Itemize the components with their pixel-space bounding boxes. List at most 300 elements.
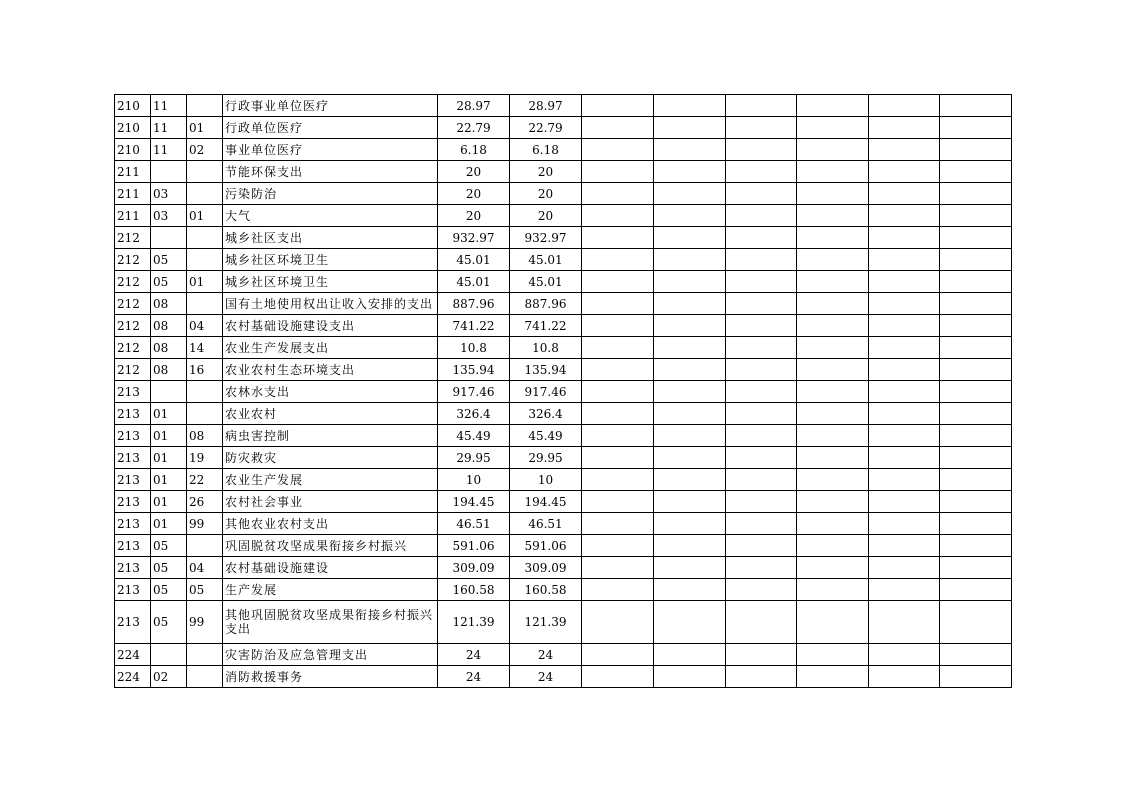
item-code-cell: 08 (151, 337, 187, 359)
subitem-code-cell: 14 (187, 337, 223, 359)
empty-cell (797, 205, 869, 227)
empty-cell (797, 513, 869, 535)
table-body (115, 95, 1012, 688)
subitem-code-cell (187, 535, 223, 557)
total-amount-cell: 24 (438, 666, 510, 688)
empty-cell (869, 469, 940, 491)
class-code-cell: 211 (115, 183, 151, 205)
empty-cell (654, 315, 726, 337)
subject-name-cell: 城乡社区环境卫生 (223, 249, 438, 271)
item-code-cell (151, 161, 187, 183)
empty-cell (582, 337, 654, 359)
subitem-code-cell (187, 644, 223, 666)
total-amount-cell: 6.18 (438, 139, 510, 161)
empty-cell (869, 183, 940, 205)
empty-cell (726, 381, 797, 403)
table-row (115, 139, 1012, 161)
subitem-code-cell (187, 249, 223, 271)
empty-cell (726, 535, 797, 557)
subject-name-cell: 农业生产发展 (223, 469, 438, 491)
total-amount-cell: 932.97 (438, 227, 510, 249)
class-code-cell: 210 (115, 139, 151, 161)
total-amount-cell: 326.4 (438, 403, 510, 425)
empty-cell (654, 139, 726, 161)
item-code-cell: 05 (151, 601, 187, 644)
total-amount-cell: 887.96 (438, 293, 510, 315)
empty-cell (726, 491, 797, 513)
total-amount-cell: 20 (438, 161, 510, 183)
empty-cell (869, 381, 940, 403)
subitem-code-cell: 05 (187, 579, 223, 601)
empty-cell (582, 161, 654, 183)
basic-amount-cell: 194.45 (510, 491, 582, 513)
empty-cell (797, 183, 869, 205)
empty-cell (654, 425, 726, 447)
total-amount-cell: 10 (438, 469, 510, 491)
class-code-cell: 213 (115, 381, 151, 403)
empty-cell (940, 425, 1012, 447)
empty-cell (797, 117, 869, 139)
total-amount-cell: 45.01 (438, 249, 510, 271)
empty-cell (582, 513, 654, 535)
table-row (115, 666, 1012, 688)
subject-name-cell: 消防救援事务 (223, 666, 438, 688)
empty-cell (797, 359, 869, 381)
empty-cell (654, 513, 726, 535)
empty-cell (582, 666, 654, 688)
class-code-cell: 213 (115, 579, 151, 601)
class-code-cell: 213 (115, 447, 151, 469)
basic-amount-cell: 309.09 (510, 557, 582, 579)
subitem-code-cell: 04 (187, 557, 223, 579)
empty-cell (726, 249, 797, 271)
total-amount-cell: 10.8 (438, 337, 510, 359)
item-code-cell: 05 (151, 557, 187, 579)
empty-cell (940, 161, 1012, 183)
class-code-cell: 224 (115, 666, 151, 688)
subject-name-cell: 农村基础设施建设 (223, 557, 438, 579)
empty-cell (726, 403, 797, 425)
empty-cell (869, 557, 940, 579)
table-row (115, 293, 1012, 315)
table-row (115, 95, 1012, 117)
empty-cell (726, 161, 797, 183)
subitem-code-cell: 22 (187, 469, 223, 491)
class-code-cell: 210 (115, 117, 151, 139)
empty-cell (582, 579, 654, 601)
item-code-cell: 05 (151, 579, 187, 601)
subitem-code-cell (187, 381, 223, 403)
basic-amount-cell: 45.01 (510, 249, 582, 271)
empty-cell (797, 425, 869, 447)
empty-cell (582, 95, 654, 117)
table-row (115, 403, 1012, 425)
empty-cell (654, 95, 726, 117)
total-amount-cell: 121.39 (438, 601, 510, 644)
empty-cell (726, 271, 797, 293)
empty-cell (726, 205, 797, 227)
subitem-code-cell: 01 (187, 117, 223, 139)
subject-name-cell: 其他巩固脱贫攻坚成果衔接乡村振兴支出 (223, 601, 438, 644)
class-code-cell: 212 (115, 293, 151, 315)
empty-cell (582, 601, 654, 644)
empty-cell (582, 644, 654, 666)
table-row (115, 161, 1012, 183)
subject-name-cell: 农村社会事业 (223, 491, 438, 513)
empty-cell (797, 337, 869, 359)
basic-amount-cell: 10.8 (510, 337, 582, 359)
empty-cell (869, 535, 940, 557)
empty-cell (726, 95, 797, 117)
empty-cell (940, 293, 1012, 315)
empty-cell (582, 359, 654, 381)
empty-cell (797, 666, 869, 688)
table-row (115, 381, 1012, 403)
table-row (115, 227, 1012, 249)
basic-amount-cell: 45.01 (510, 271, 582, 293)
subject-name-cell: 城乡社区环境卫生 (223, 271, 438, 293)
class-code-cell: 213 (115, 557, 151, 579)
empty-cell (654, 183, 726, 205)
table-row (115, 601, 1012, 644)
empty-cell (654, 491, 726, 513)
empty-cell (869, 403, 940, 425)
total-amount-cell: 20 (438, 183, 510, 205)
item-code-cell (151, 644, 187, 666)
subject-name-cell: 生产发展 (223, 579, 438, 601)
total-amount-cell: 160.58 (438, 579, 510, 601)
basic-amount-cell: 591.06 (510, 535, 582, 557)
empty-cell (726, 139, 797, 161)
empty-cell (726, 579, 797, 601)
subitem-code-cell (187, 95, 223, 117)
empty-cell (797, 601, 869, 644)
empty-cell (654, 205, 726, 227)
empty-cell (869, 227, 940, 249)
empty-cell (940, 337, 1012, 359)
total-amount-cell: 591.06 (438, 535, 510, 557)
empty-cell (654, 381, 726, 403)
subitem-code-cell: 99 (187, 513, 223, 535)
table-row (115, 315, 1012, 337)
empty-cell (582, 425, 654, 447)
class-code-cell: 211 (115, 205, 151, 227)
empty-cell (940, 666, 1012, 688)
item-code-cell: 11 (151, 95, 187, 117)
empty-cell (582, 469, 654, 491)
empty-cell (869, 249, 940, 271)
table-row (115, 447, 1012, 469)
basic-amount-cell: 45.49 (510, 425, 582, 447)
basic-amount-cell: 22.79 (510, 117, 582, 139)
empty-cell (726, 117, 797, 139)
total-amount-cell: 741.22 (438, 315, 510, 337)
empty-cell (582, 535, 654, 557)
empty-cell (582, 557, 654, 579)
empty-cell (940, 205, 1012, 227)
basic-amount-cell: 20 (510, 183, 582, 205)
empty-cell (726, 666, 797, 688)
empty-cell (869, 139, 940, 161)
table-row (115, 249, 1012, 271)
basic-amount-cell: 741.22 (510, 315, 582, 337)
subject-name-cell: 污染防治 (223, 183, 438, 205)
empty-cell (654, 557, 726, 579)
empty-cell (582, 403, 654, 425)
subject-name-cell: 国有土地使用权出让收入安排的支出 (223, 293, 438, 315)
empty-cell (654, 644, 726, 666)
class-code-cell: 213 (115, 469, 151, 491)
empty-cell (797, 491, 869, 513)
empty-cell (654, 359, 726, 381)
empty-cell (797, 579, 869, 601)
empty-cell (797, 95, 869, 117)
table-row (115, 513, 1012, 535)
basic-amount-cell: 24 (510, 644, 582, 666)
empty-cell (726, 425, 797, 447)
basic-amount-cell: 29.95 (510, 447, 582, 469)
empty-cell (797, 557, 869, 579)
empty-cell (582, 315, 654, 337)
table-row (115, 644, 1012, 666)
empty-cell (940, 271, 1012, 293)
empty-cell (654, 337, 726, 359)
subject-name-cell: 病虫害控制 (223, 425, 438, 447)
empty-cell (797, 381, 869, 403)
item-code-cell: 01 (151, 403, 187, 425)
empty-cell (869, 425, 940, 447)
class-code-cell: 212 (115, 227, 151, 249)
basic-amount-cell: 160.58 (510, 579, 582, 601)
empty-cell (869, 513, 940, 535)
empty-cell (869, 315, 940, 337)
item-code-cell: 11 (151, 117, 187, 139)
table-row (115, 271, 1012, 293)
subject-name-cell: 农业生产发展支出 (223, 337, 438, 359)
empty-cell (940, 644, 1012, 666)
empty-cell (726, 447, 797, 469)
empty-cell (654, 403, 726, 425)
empty-cell (654, 579, 726, 601)
subitem-code-cell (187, 161, 223, 183)
subitem-code-cell: 04 (187, 315, 223, 337)
table-row (115, 205, 1012, 227)
total-amount-cell: 135.94 (438, 359, 510, 381)
empty-cell (940, 469, 1012, 491)
table-row (115, 535, 1012, 557)
budget-table (114, 94, 1012, 688)
empty-cell (940, 491, 1012, 513)
total-amount-cell: 22.79 (438, 117, 510, 139)
empty-cell (726, 601, 797, 644)
item-code-cell (151, 227, 187, 249)
empty-cell (869, 447, 940, 469)
basic-amount-cell: 135.94 (510, 359, 582, 381)
empty-cell (940, 183, 1012, 205)
empty-cell (869, 579, 940, 601)
empty-cell (726, 557, 797, 579)
empty-cell (940, 447, 1012, 469)
empty-cell (940, 227, 1012, 249)
subitem-code-cell: 19 (187, 447, 223, 469)
total-amount-cell: 917.46 (438, 381, 510, 403)
empty-cell (726, 359, 797, 381)
empty-cell (869, 293, 940, 315)
basic-amount-cell: 887.96 (510, 293, 582, 315)
empty-cell (726, 183, 797, 205)
basic-amount-cell: 326.4 (510, 403, 582, 425)
item-code-cell (151, 381, 187, 403)
empty-cell (582, 249, 654, 271)
empty-cell (654, 249, 726, 271)
item-code-cell: 08 (151, 359, 187, 381)
table-row (115, 491, 1012, 513)
total-amount-cell: 28.97 (438, 95, 510, 117)
class-code-cell: 213 (115, 601, 151, 644)
table-row (115, 359, 1012, 381)
table-row (115, 337, 1012, 359)
empty-cell (654, 271, 726, 293)
empty-cell (869, 161, 940, 183)
basic-amount-cell: 121.39 (510, 601, 582, 644)
empty-cell (582, 139, 654, 161)
class-code-cell: 213 (115, 403, 151, 425)
basic-amount-cell: 20 (510, 161, 582, 183)
empty-cell (869, 644, 940, 666)
empty-cell (582, 381, 654, 403)
class-code-cell: 210 (115, 95, 151, 117)
basic-amount-cell: 932.97 (510, 227, 582, 249)
empty-cell (582, 227, 654, 249)
subject-name-cell: 节能环保支出 (223, 161, 438, 183)
subitem-code-cell: 01 (187, 205, 223, 227)
class-code-cell: 213 (115, 535, 151, 557)
class-code-cell: 211 (115, 161, 151, 183)
empty-cell (940, 557, 1012, 579)
table-row (115, 557, 1012, 579)
subject-name-cell: 大气 (223, 205, 438, 227)
empty-cell (940, 117, 1012, 139)
empty-cell (654, 601, 726, 644)
basic-amount-cell: 917.46 (510, 381, 582, 403)
empty-cell (797, 139, 869, 161)
empty-cell (797, 161, 869, 183)
item-code-cell: 05 (151, 271, 187, 293)
empty-cell (797, 227, 869, 249)
table-row (115, 117, 1012, 139)
empty-cell (940, 95, 1012, 117)
item-code-cell: 08 (151, 315, 187, 337)
class-code-cell: 213 (115, 425, 151, 447)
empty-cell (869, 601, 940, 644)
empty-cell (797, 403, 869, 425)
subject-name-cell: 行政单位医疗 (223, 117, 438, 139)
item-code-cell: 01 (151, 469, 187, 491)
class-code-cell: 212 (115, 249, 151, 271)
class-code-cell: 212 (115, 359, 151, 381)
class-code-cell: 212 (115, 337, 151, 359)
basic-amount-cell: 28.97 (510, 95, 582, 117)
empty-cell (582, 183, 654, 205)
empty-cell (726, 293, 797, 315)
item-code-cell: 02 (151, 666, 187, 688)
subject-name-cell: 城乡社区支出 (223, 227, 438, 249)
subject-name-cell: 农业农村 (223, 403, 438, 425)
subject-name-cell: 农业农村生态环境支出 (223, 359, 438, 381)
total-amount-cell: 29.95 (438, 447, 510, 469)
empty-cell (726, 469, 797, 491)
empty-cell (940, 139, 1012, 161)
subitem-code-cell (187, 403, 223, 425)
total-amount-cell: 46.51 (438, 513, 510, 535)
item-code-cell: 03 (151, 205, 187, 227)
empty-cell (654, 666, 726, 688)
basic-amount-cell: 24 (510, 666, 582, 688)
basic-amount-cell: 6.18 (510, 139, 582, 161)
empty-cell (654, 293, 726, 315)
empty-cell (869, 491, 940, 513)
empty-cell (654, 447, 726, 469)
item-code-cell: 01 (151, 491, 187, 513)
empty-cell (726, 513, 797, 535)
subject-name-cell: 农村基础设施建设支出 (223, 315, 438, 337)
table-row (115, 579, 1012, 601)
subject-name-cell: 农林水支出 (223, 381, 438, 403)
empty-cell (797, 535, 869, 557)
item-code-cell: 01 (151, 425, 187, 447)
basic-amount-cell: 10 (510, 469, 582, 491)
empty-cell (940, 381, 1012, 403)
empty-cell (654, 469, 726, 491)
empty-cell (726, 227, 797, 249)
class-code-cell: 213 (115, 491, 151, 513)
subitem-code-cell: 99 (187, 601, 223, 644)
subject-name-cell: 行政事业单位医疗 (223, 95, 438, 117)
empty-cell (582, 293, 654, 315)
subitem-code-cell: 16 (187, 359, 223, 381)
basic-amount-cell: 46.51 (510, 513, 582, 535)
total-amount-cell: 20 (438, 205, 510, 227)
subitem-code-cell (187, 227, 223, 249)
empty-cell (654, 117, 726, 139)
empty-cell (940, 601, 1012, 644)
subitem-code-cell (187, 666, 223, 688)
empty-cell (582, 491, 654, 513)
subitem-code-cell: 02 (187, 139, 223, 161)
empty-cell (726, 644, 797, 666)
empty-cell (797, 271, 869, 293)
empty-cell (726, 315, 797, 337)
empty-cell (654, 161, 726, 183)
subject-name-cell: 事业单位医疗 (223, 139, 438, 161)
empty-cell (940, 359, 1012, 381)
empty-cell (797, 447, 869, 469)
subitem-code-cell: 08 (187, 425, 223, 447)
empty-cell (797, 293, 869, 315)
subject-name-cell: 灾害防治及应急管理支出 (223, 644, 438, 666)
empty-cell (869, 271, 940, 293)
basic-amount-cell: 20 (510, 205, 582, 227)
empty-cell (582, 447, 654, 469)
item-code-cell: 05 (151, 249, 187, 271)
empty-cell (797, 469, 869, 491)
class-code-cell: 212 (115, 271, 151, 293)
empty-cell (940, 535, 1012, 557)
empty-cell (869, 117, 940, 139)
empty-cell (940, 403, 1012, 425)
empty-cell (869, 337, 940, 359)
empty-cell (869, 666, 940, 688)
